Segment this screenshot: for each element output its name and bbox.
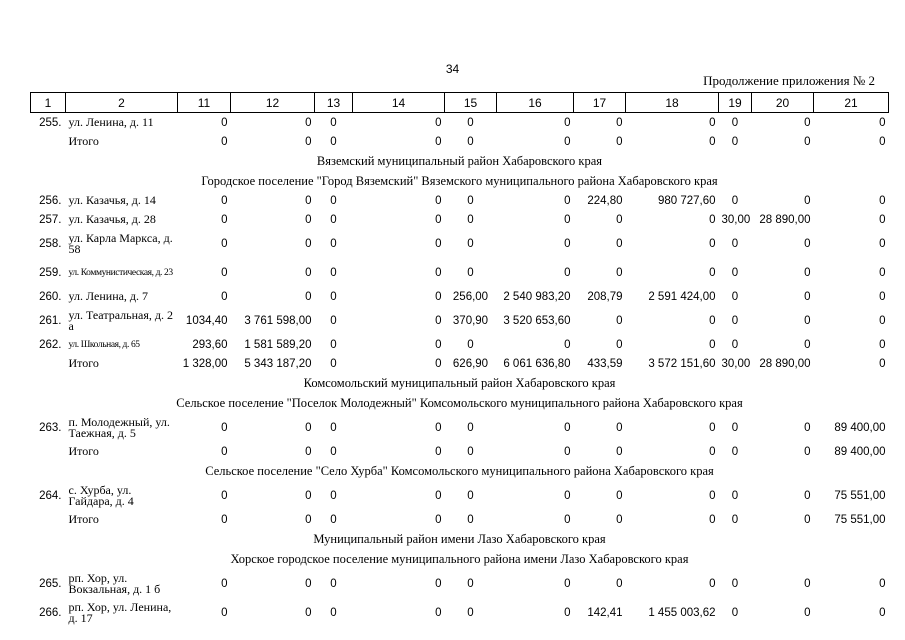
value-cell-col-18: 0 [709, 213, 716, 226]
section-heading: Муниципальный район имени Лазо Хабаровского края [313, 531, 606, 546]
value-cell-col-15: 0 [467, 266, 474, 279]
column-header-20: 20 [752, 93, 814, 113]
value-cell-col-12: 3 761 598,00 [244, 314, 312, 327]
value-cell-col-11: 0 [221, 116, 228, 129]
value-cell-col-12: 0 [305, 606, 312, 619]
data-table [30, 92, 889, 627]
value-cell-col-14: 0 [435, 194, 442, 207]
value-cell-col-13: 0 [330, 116, 337, 129]
value-cell-col-19: 0 [731, 237, 739, 250]
value-cell-col-14: 0 [435, 116, 442, 129]
row-number: 262. [39, 338, 62, 351]
row-number: 260. [39, 290, 62, 303]
value-cell-col-11: 0 [221, 606, 228, 619]
table-row [31, 287, 889, 306]
table-row [31, 229, 889, 258]
value-cell-col-16: 0 [564, 489, 571, 502]
table-row [31, 413, 889, 442]
section-heading-row [31, 529, 889, 549]
address-cell: ул. Казачья, д. 14 [68, 193, 156, 207]
value-cell-col-16: 0 [564, 338, 571, 351]
value-cell-col-15: 0 [467, 421, 474, 434]
value-cell-col-15: 256,00 [452, 290, 489, 303]
table-row [31, 191, 889, 210]
section-heading: Сельское поселение "Село Хурба" Комсомольского муниципального района Хабаровского края [205, 463, 714, 478]
value-cell-col-12: 1 581 589,20 [244, 338, 312, 351]
value-cell-col-19: 0 [731, 338, 739, 351]
value-cell-col-20: 28 890,00 [759, 357, 811, 370]
section-heading: Комсомольский муниципальный район Хабаровского края [303, 375, 616, 390]
column-header-15: 15 [445, 93, 497, 113]
value-cell-col-12: 0 [305, 445, 312, 458]
value-cell-col-12: 0 [305, 194, 312, 207]
section-heading-row [31, 549, 889, 569]
table-row [31, 481, 889, 510]
value-cell-col-15: 0 [467, 606, 474, 619]
value-cell-col-19: 0 [731, 577, 739, 590]
row-number: 255. [39, 116, 62, 129]
value-cell-col-13: 0 [330, 213, 337, 226]
value-cell-col-21: 0 [879, 314, 886, 327]
column-header-14: 14 [353, 93, 445, 113]
column-header-13: 13 [315, 93, 353, 113]
value-cell-col-13: 0 [330, 489, 337, 502]
section-heading: Хорское городское поселение муниципального района имени Лазо Хабаровского края [230, 551, 689, 566]
value-cell-col-17: 0 [616, 421, 623, 434]
value-cell-col-18: 980 727,60 [657, 194, 716, 207]
value-cell-col-14: 0 [435, 266, 442, 279]
value-cell-col-18: 0 [709, 338, 716, 351]
value-cell-col-11: 0 [221, 421, 228, 434]
address-cell: рп. Хор, ул. Ленина, д. 17 [68, 599, 172, 625]
value-cell-col-13: 0 [330, 606, 337, 619]
section-heading: Городское поселение "Город Вяземский" Вяземского муниципального района Хабаровского края [201, 173, 718, 188]
column-header-17: 17 [574, 93, 626, 113]
value-cell-col-14: 0 [435, 513, 442, 526]
value-cell-col-17: 0 [616, 135, 623, 148]
value-cell-col-11: 0 [221, 237, 228, 250]
address-cell: ул. Театральная, д. 2 а [68, 307, 173, 333]
value-cell-col-13: 0 [330, 237, 337, 250]
section-heading-row [31, 151, 889, 171]
row-number: 263. [39, 421, 62, 434]
total-row [31, 442, 889, 461]
value-cell-col-20: 0 [804, 338, 811, 351]
table-row [31, 335, 889, 354]
value-cell-col-11: 0 [221, 194, 228, 207]
row-number: 261. [39, 314, 62, 327]
address-cell: ул. Карла Маркса, д. 58 [68, 230, 173, 256]
value-cell-col-20: 0 [804, 135, 811, 148]
value-cell-col-17: 0 [616, 445, 623, 458]
row-number [31, 132, 66, 151]
value-cell-col-18: 0 [709, 489, 716, 502]
value-cell-col-20: 0 [804, 577, 811, 590]
value-cell-col-16: 6 061 636,80 [503, 357, 571, 370]
column-header-16: 16 [497, 93, 574, 113]
table-row [31, 569, 889, 598]
value-cell-col-20: 0 [804, 606, 811, 619]
value-cell-col-14: 0 [435, 445, 442, 458]
value-cell-col-17: 0 [616, 213, 623, 226]
value-cell-col-16: 0 [564, 213, 571, 226]
address-cell: ул. Казачья, д. 28 [68, 212, 156, 226]
value-cell-col-21: 0 [879, 290, 886, 303]
value-cell-col-21: 0 [879, 213, 886, 226]
value-cell-col-11: 0 [221, 290, 228, 303]
value-cell-col-21: 89 400,00 [834, 421, 886, 434]
column-header-19: 19 [719, 93, 752, 113]
value-cell-col-13: 0 [330, 357, 337, 370]
value-cell-col-18: 0 [709, 421, 716, 434]
column-header-21: 21 [814, 93, 889, 113]
value-cell-col-18: 1 455 003,62 [648, 606, 716, 619]
value-cell-col-17: 0 [616, 116, 623, 129]
value-cell-col-11: 0 [221, 135, 228, 148]
value-cell-col-20: 0 [804, 489, 811, 502]
value-cell-col-14: 0 [435, 338, 442, 351]
value-cell-col-18: 0 [709, 237, 716, 250]
value-cell-col-12: 0 [305, 237, 312, 250]
row-number: 266. [39, 606, 62, 619]
row-number: 264. [39, 489, 62, 502]
value-cell-col-14: 0 [435, 314, 442, 327]
value-cell-col-16: 0 [564, 237, 571, 250]
value-cell-col-14: 0 [435, 135, 442, 148]
value-cell-col-16: 0 [564, 194, 571, 207]
value-cell-col-15: 0 [467, 489, 474, 502]
value-cell-col-20: 28 890,00 [759, 213, 811, 226]
value-cell-col-15: 0 [467, 513, 474, 526]
value-cell-col-13: 0 [330, 445, 337, 458]
value-cell-col-19: 0 [731, 421, 739, 434]
value-cell-col-20: 0 [804, 421, 811, 434]
value-cell-col-12: 0 [305, 290, 312, 303]
address-cell: п. Молодежный, ул. Таежная, д. 5 [68, 414, 170, 440]
value-cell-col-11: 0 [221, 266, 228, 279]
address-cell: ул. Школьная, д. 65 [68, 339, 140, 350]
value-cell-col-13: 0 [330, 513, 337, 526]
value-cell-col-17: 224,80 [587, 194, 623, 207]
value-cell-col-15: 0 [467, 135, 474, 148]
value-cell-col-20: 0 [804, 194, 811, 207]
value-cell-col-19: 0 [731, 135, 739, 148]
value-cell-col-21: 0 [879, 357, 886, 370]
value-cell-col-21: 0 [879, 606, 886, 619]
value-cell-col-15: 0 [467, 213, 474, 226]
value-cell-col-21: 0 [879, 194, 886, 207]
section-heading-row [31, 393, 889, 413]
value-cell-col-21: 0 [879, 577, 886, 590]
column-header-18: 18 [626, 93, 719, 113]
value-cell-col-12: 0 [305, 489, 312, 502]
value-cell-col-19: 0 [731, 266, 739, 279]
value-cell-col-14: 0 [435, 577, 442, 590]
value-cell-col-19: 0 [731, 314, 739, 327]
value-cell-col-17: 0 [616, 513, 623, 526]
page-number: 34 [445, 62, 460, 76]
value-cell-col-14: 0 [435, 421, 442, 434]
value-cell-col-19: 0 [731, 194, 739, 207]
value-cell-col-19: 30,00 [721, 213, 751, 226]
row-number [31, 510, 66, 529]
value-cell-col-11: 293,60 [192, 338, 228, 351]
value-cell-col-17: 433,59 [587, 357, 623, 370]
value-cell-col-16: 0 [564, 577, 571, 590]
value-cell-col-18: 0 [709, 135, 716, 148]
value-cell-col-17: 142,41 [587, 606, 623, 619]
value-cell-col-16: 0 [564, 606, 571, 619]
continuation-label: Продолжение приложения № 2 [703, 73, 875, 88]
value-cell-col-14: 0 [435, 489, 442, 502]
value-cell-col-15: 0 [467, 445, 474, 458]
column-header-11: 11 [178, 93, 231, 113]
value-cell-col-19: 0 [731, 445, 739, 458]
row-number: 258. [39, 237, 62, 250]
total-row [31, 510, 889, 529]
value-cell-col-11: 1034,40 [185, 314, 228, 327]
value-cell-col-14: 0 [435, 357, 442, 370]
value-cell-col-16: 3 520 653,60 [503, 314, 571, 327]
value-cell-col-18: 0 [709, 577, 716, 590]
value-cell-col-18: 0 [709, 445, 716, 458]
value-cell-col-21: 0 [879, 135, 886, 148]
table-row [31, 258, 889, 287]
value-cell-col-12: 0 [305, 513, 312, 526]
value-cell-col-16: 2 540 983,20 [503, 290, 571, 303]
address-cell: рп. Хор, ул. Вокзальная, д. 1 б [68, 570, 161, 596]
value-cell-col-19: 0 [731, 606, 739, 619]
value-cell-col-15: 370,90 [452, 314, 489, 327]
column-header-row [31, 93, 889, 113]
value-cell-col-17: 208,79 [587, 290, 623, 303]
row-number [31, 354, 66, 373]
value-cell-col-21: 75 551,00 [834, 513, 886, 526]
value-cell-col-20: 0 [804, 237, 811, 250]
value-cell-col-21: 89 400,00 [834, 445, 886, 458]
value-cell-col-16: 0 [564, 266, 571, 279]
value-cell-col-12: 0 [305, 421, 312, 434]
value-cell-col-18: 0 [709, 266, 716, 279]
value-cell-col-15: 0 [467, 116, 474, 129]
value-cell-col-19: 30,00 [721, 357, 751, 370]
row-number [31, 442, 66, 461]
value-cell-col-20: 0 [804, 116, 811, 129]
value-cell-col-14: 0 [435, 213, 442, 226]
value-cell-col-21: 0 [879, 266, 886, 279]
value-cell-col-11: 1 328,00 [182, 357, 228, 370]
value-cell-col-12: 0 [305, 116, 312, 129]
section-heading: Вяземский муниципальный район Хабаровского края [316, 153, 603, 168]
section-heading-row [31, 373, 889, 393]
value-cell-col-18: 0 [709, 314, 716, 327]
value-cell-col-19: 0 [731, 116, 739, 129]
value-cell-col-16: 0 [564, 513, 571, 526]
value-cell-col-20: 0 [804, 445, 811, 458]
value-cell-col-12: 0 [305, 266, 312, 279]
value-cell-col-12: 5 343 187,20 [244, 357, 312, 370]
address-cell: Итого [68, 356, 99, 370]
section-heading: Сельское поселение "Поселок Молодежный" Комсомольского муниципального района Хабаровского края [176, 395, 743, 410]
value-cell-col-17: 0 [616, 338, 623, 351]
column-header-1: 1 [31, 93, 66, 113]
value-cell-col-19: 0 [731, 290, 739, 303]
value-cell-col-15: 0 [467, 577, 474, 590]
table-row [31, 113, 889, 133]
table-row [31, 598, 889, 627]
row-number: 256. [39, 194, 62, 207]
address-cell: ул. Ленина, д. 11 [68, 115, 154, 129]
address-cell: Итого [68, 512, 99, 526]
address-cell: Итого [68, 444, 99, 458]
table-body [31, 113, 889, 628]
value-cell-col-17: 0 [616, 489, 623, 502]
value-cell-col-20: 0 [804, 290, 811, 303]
value-cell-col-18: 0 [709, 116, 716, 129]
value-cell-col-18: 3 572 151,60 [648, 357, 716, 370]
value-cell-col-14: 0 [435, 606, 442, 619]
value-cell-col-19: 0 [731, 513, 739, 526]
value-cell-col-17: 0 [616, 266, 623, 279]
address-cell: Итого [68, 134, 99, 148]
value-cell-col-14: 0 [435, 237, 442, 250]
table-row [31, 306, 889, 335]
row-number: 259. [39, 266, 62, 279]
section-heading-row [31, 171, 889, 191]
value-cell-col-11: 0 [221, 445, 228, 458]
value-cell-col-21: 0 [879, 338, 886, 351]
value-cell-col-19: 0 [731, 489, 739, 502]
value-cell-col-13: 0 [330, 338, 337, 351]
value-cell-col-17: 0 [616, 237, 623, 250]
value-cell-col-16: 0 [564, 445, 571, 458]
value-cell-col-16: 0 [564, 116, 571, 129]
column-header-12: 12 [231, 93, 315, 113]
value-cell-col-16: 0 [564, 135, 571, 148]
total-row [31, 132, 889, 151]
row-number: 265. [39, 577, 62, 590]
value-cell-col-13: 0 [330, 421, 337, 434]
value-cell-col-20: 0 [804, 513, 811, 526]
address-cell: с. Хурба, ул. Гайдара, д. 4 [68, 482, 134, 508]
value-cell-col-12: 0 [305, 213, 312, 226]
row-number: 257. [39, 213, 62, 226]
value-cell-col-15: 0 [467, 237, 474, 250]
value-cell-col-11: 0 [221, 513, 228, 526]
address-cell: ул. Ленина, д. 7 [68, 289, 149, 303]
value-cell-col-17: 0 [616, 314, 623, 327]
value-cell-col-12: 0 [305, 135, 312, 148]
value-cell-col-13: 0 [330, 194, 337, 207]
value-cell-col-13: 0 [330, 135, 337, 148]
value-cell-col-13: 0 [330, 577, 337, 590]
value-cell-col-13: 0 [330, 266, 337, 279]
value-cell-col-13: 0 [330, 314, 337, 327]
table-row [31, 210, 889, 229]
value-cell-col-12: 0 [305, 577, 312, 590]
value-cell-col-17: 0 [616, 577, 623, 590]
column-header-2: 2 [66, 93, 178, 113]
value-cell-col-15: 0 [467, 194, 474, 207]
address-cell: ул. Коммунистическая, д. 23 [68, 267, 173, 278]
total-row [31, 354, 889, 373]
value-cell-col-11: 0 [221, 213, 228, 226]
value-cell-col-16: 0 [564, 421, 571, 434]
value-cell-col-15: 626,90 [452, 357, 489, 370]
value-cell-col-14: 0 [435, 290, 442, 303]
value-cell-col-11: 0 [221, 489, 228, 502]
value-cell-col-18: 0 [709, 513, 716, 526]
value-cell-col-20: 0 [804, 266, 811, 279]
value-cell-col-11: 0 [221, 577, 228, 590]
value-cell-col-21: 75 551,00 [834, 489, 886, 502]
value-cell-col-21: 0 [879, 116, 886, 129]
section-heading-row [31, 461, 889, 481]
value-cell-col-21: 0 [879, 237, 886, 250]
value-cell-col-20: 0 [804, 314, 811, 327]
value-cell-col-13: 0 [330, 290, 337, 303]
value-cell-col-18: 2 591 424,00 [648, 290, 716, 303]
value-cell-col-15: 0 [467, 338, 474, 351]
